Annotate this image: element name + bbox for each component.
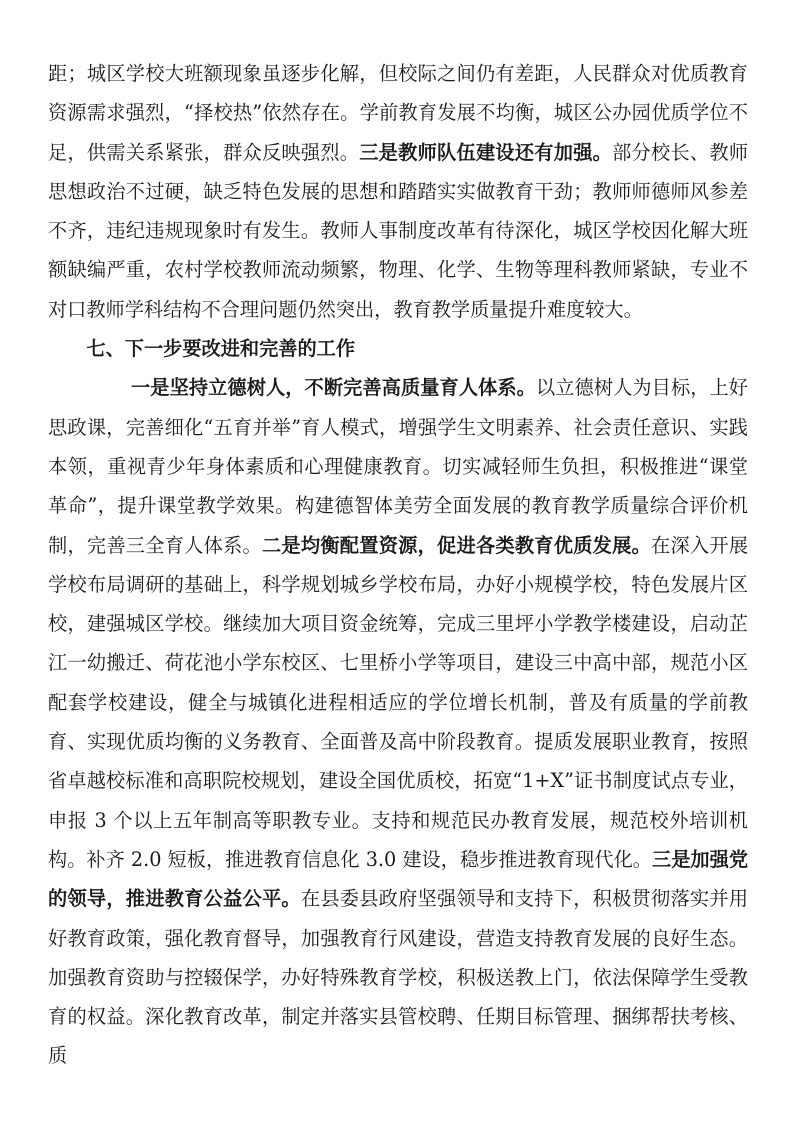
paragraph-bold-lead: 三是加强党的领导，推进教育公益公平。 — [48, 847, 749, 911]
paragraph-text: 在县委县政府坚强领导和支持下，积极贯彻落实并用好教育政策，强化教育督导，加强教育行风建设，营造支持教育发展的良好生态。加强教育资助与控辍保学，办好特殊教育学校，积极送教上门，依法保障学生受教育的权益。深化教育改革，制定并落实县管校聘、任期目标管理、捆绑帮扶考核、质 — [48, 887, 749, 1068]
paragraph-next-steps — [48, 368, 748, 1075]
paragraph-bold-lead: 三是教师队伍建设还有加强。 — [359, 140, 613, 164]
paragraph-bold-lead: 二是均衡配置资源，促进各类教育优质发展。 — [261, 533, 652, 557]
paragraph-text: 在深入开展学校布局调研的基础上，科学规划城乡学校布局，办好小规模学校，特色发展片区校，建强城区学校。继续加大项目资金统筹，完成三里坪小学教学楼建设，启动芷江一幼搬迁、荷花池小学东校区、七里桥小学等项目，建设三中高中部，规范小区配套学校建设，健全与城镇化进程相适应的学位增长机制，普及有质量的学前教育、实现优质均衡的义务教育、全面普及高中阶段教育。提质发展职业教育，按照省卓越校标准和高职院校规划，建设全国优质校，拓宽“1+X”证书制度试点专业，申报 3 个以上五年制高等职教专业。支持和规范民办教育发展，规范校外培训机构。补齐 2.0 短板，推进教育信息化 3.0 建设，稳步推进教育现代化。 — [48, 533, 749, 871]
paragraph-bold-lead: 一是坚持立德树人，不断完善高质量育人体系。 — [131, 376, 536, 400]
paragraph-text: 以立德树人为目标，上好思政课，完善细化“五育并举”育人模式，增强学生文明素养、社会责任意识、实践本领，重视青少年身体素质和心理健康教育。切实减轻师生负担，积极推进“课堂革命”，提升课堂教学效果。构建德智体美劳全面发展的教育教学质量综合评价机制，完善三全育人体系。 — [48, 376, 748, 557]
document-page — [48, 54, 748, 1076]
paragraph-text: 部分校长、教师思想政治不过硬，缺乏特色发展的思想和踏踏实实做教育干劲；教师师德师风参差不齐，违纪违规现象时有发生。教师人事制度改革有待深化，城区学校因化解大班额缺编严重，农村学校教师流动频繁，物理、化学、生物等理科教师紧缺，专业不对口教师学科结构不合理问题仍然突出，教育教学质量提升难度较大。 — [48, 140, 749, 321]
paragraph-issues-continued — [48, 54, 748, 329]
section-heading: 七、下一步要改进和完善的工作 — [86, 337, 356, 361]
paragraph-text: 距；城区学校大班额现象虽逐步化解，但校际之间仍有差距，人民群众对优质教育资源需求强烈，“择校热”依然存在。学前教育发展不均衡，城区公办园优质学位不足，供需关系紧张，群众反映强烈。 — [48, 62, 748, 164]
